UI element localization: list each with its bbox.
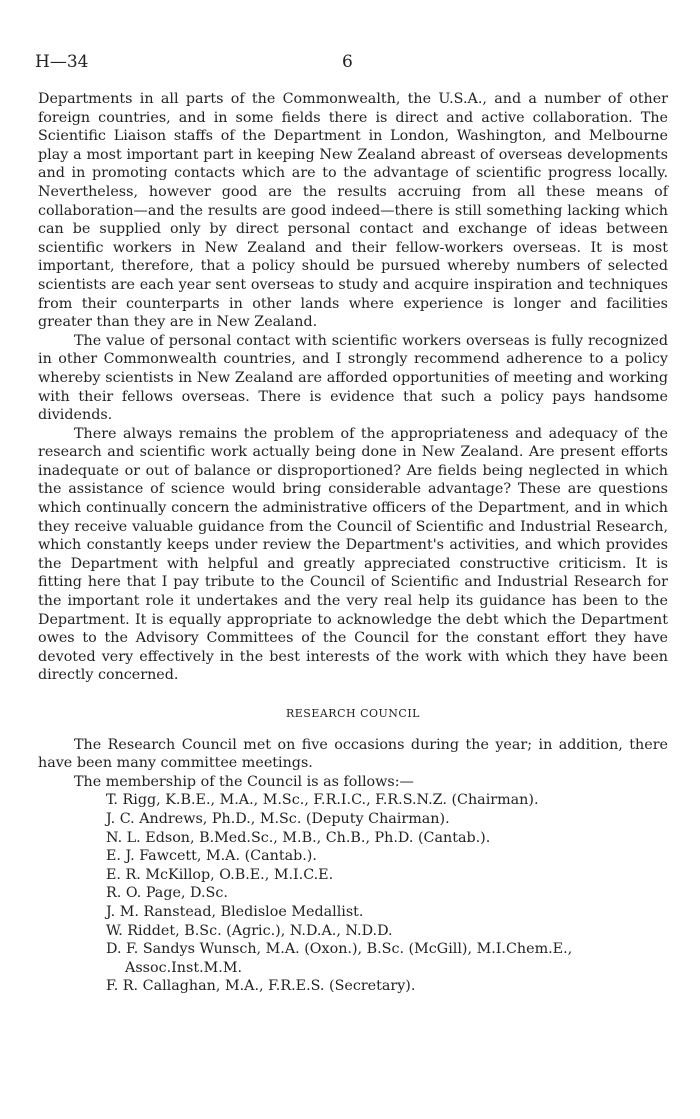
member-item (106, 866, 668, 885)
page-number: 6 (342, 52, 353, 72)
paragraph-council-meetings: The Research Council met on five occasions during the year; in addition, there have been many committee meetings. (38, 736, 668, 772)
member-item (106, 977, 668, 996)
member-item (106, 922, 668, 941)
member-name: E. R. McKillop, O.B.E., M.I.C.E. (106, 866, 334, 883)
member-name: T. Rigg, K.B.E., M.A., M.Sc., F.R.I.C., F.R.S.N.Z. (Chairman). (106, 792, 539, 809)
member-name-continuation: Assoc.Inst.M.M. (125, 959, 243, 976)
member-name: W. Riddet, B.Sc. (Agric.), N.D.A., N.D.D. (106, 922, 393, 939)
paragraph-membership-intro: The membership of the Council is as follows:— (74, 773, 414, 790)
member-name: N. L. Edson, B.Med.Sc., M.B., Ch.B., Ph.D. (Cantab.). (106, 829, 491, 846)
member-name: J. C. Andrews, Ph.D., M.Sc. (Deputy Chairman). (106, 810, 450, 827)
member-item (106, 810, 668, 829)
member-item (106, 791, 668, 810)
member-name: J. M. Ranstead, Bledisloe Medallist. (106, 903, 364, 920)
member-item (106, 940, 668, 977)
member-name: D. F. Sandys Wunsch, M.A. (Oxon.), B.Sc. (McGill), M.I.Chem.E., (106, 941, 573, 958)
member-item (106, 884, 668, 903)
member-name: R. O. Page, D.Sc. (106, 885, 228, 902)
paragraph-research-adequacy: There always remains the problem of the appropriateness and adequacy of the research and scientific work actually being done in New Zealand. Are present efforts inadequate or out of balance or disproportioned? Are fields being neglected in which the assistance of science would bring considerable advantage? These are questions which continually concern the administrative officers of the Department, and in which they receive valuable guidance from the Council of Scientific and Industrial Research, which constantly keeps under review the Department's activities, and which provides the Department with helpful and greatly appreciated constructive criticism. It is fitting here that I pay tribute to the Council of Scientific and Industrial Research for the important role it undertakes and the very real help its guidance has been to the Department. It is equally appropriate to acknowledge the debt which the Department owes to the Advisory Committees of the Council for the constant effort they have devoted very effectively in the best interests of the work with which they have been directly concerned. (38, 425, 668, 684)
member-item (106, 829, 668, 848)
paragraph-collaboration: Departments in all parts of the Commonwealth, the U.S.A., and a number of other foreign countries, and in some fields there is direct and active collaboration. The Scientific Liaison staffs of the Department in London, Washington, and Melbourne play a most important part in keeping New Zealand abreast of overseas developments and in promoting contacts which are to the advantage of scientific progress locally. Nevertheless, however good are the results accruing from all these means of collaboration—and the results are good indeed—there is still something lacking which can be supplied only by direct personal contact and exchange of ideas between scientific workers in New Zealand and their fellow-workers overseas. It is most important, therefore, that a policy should be pursued whereby numbers of selected scientists are each year sent overseas to study and acquire inspiration and techniques from their counterparts in other lands where experience is longer and facilities greater than they are in New Zealand. (38, 91, 668, 331)
member-list (38, 791, 668, 996)
member-item (106, 847, 668, 866)
document-body (38, 90, 668, 996)
member-name: F. R. Callaghan, M.A., F.R.E.S. (Secretary). (106, 978, 416, 995)
member-item (106, 903, 668, 922)
member-name: E. J. Fawcett, M.A. (Cantab.). (106, 848, 317, 865)
section-heading: RESEARCH COUNCIL (285, 707, 420, 720)
document-reference: H—34 (35, 52, 89, 72)
paragraph-personal-contact: The value of personal contact with scientific workers overseas is fully recognized in other Commonwealth countries, and I strongly recommend adherence to a policy whereby scientists in New Zealand are afforded opportunities of meeting and working with their fellows overseas. There is evidence that such a policy pays handsome dividends. (38, 332, 668, 424)
